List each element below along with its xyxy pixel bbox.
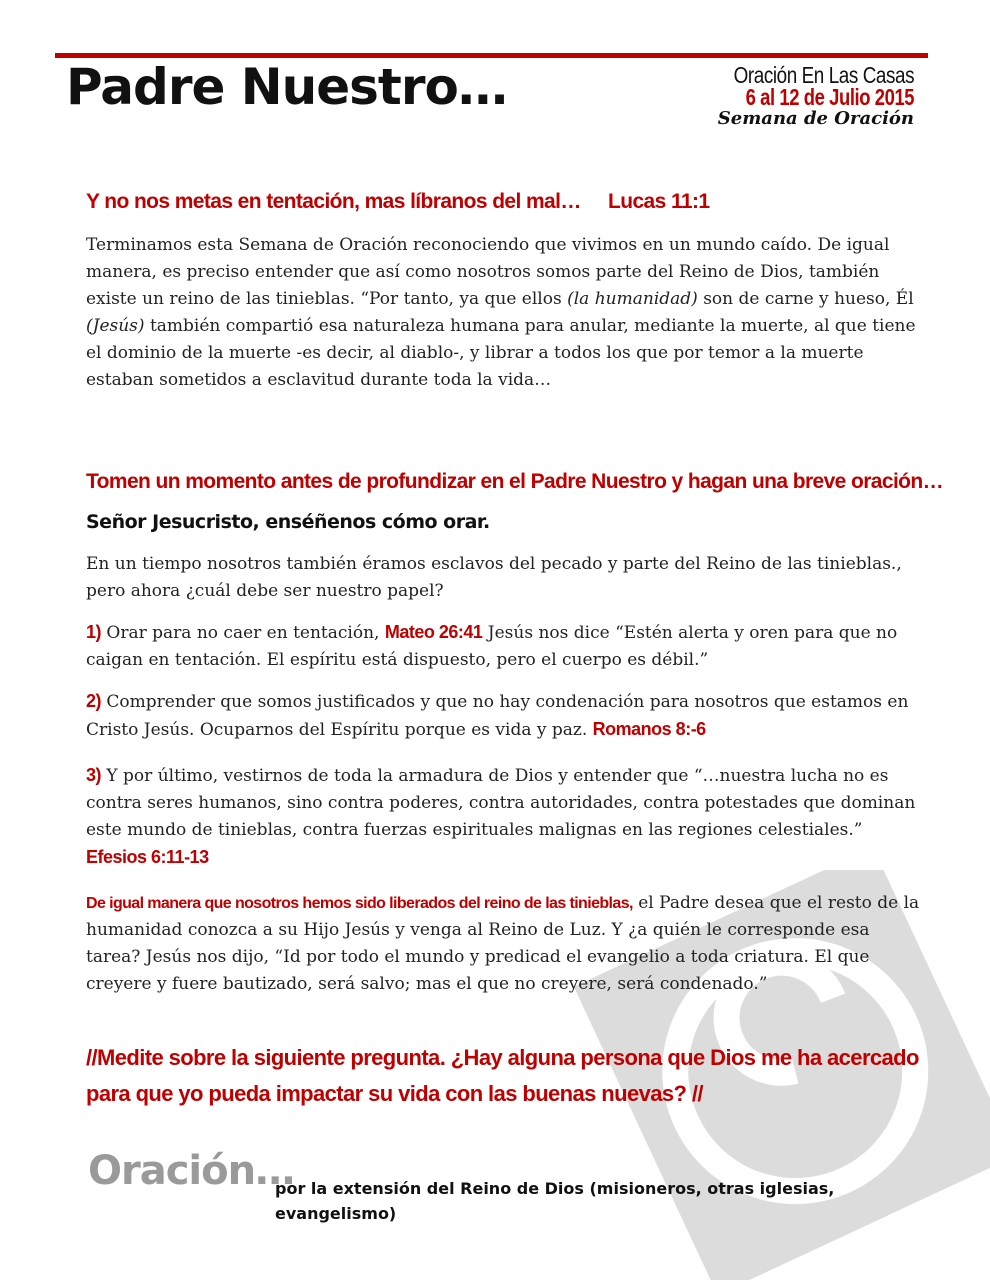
item-number: 1) [86,622,102,642]
text: el Padre desea que el resto de la humanidad conozca a su Hijo Jesús y venga al Reino de Luz. Y ¿a quién le corresponde esa tarea? Jesús nos dijo, “Id por todo el mundo y predicad el evangelio a toda criatura. El que creyere y fuere bautizado, será salvo; mas el que no creyere, será condenado.” [86,893,920,994]
emphasis: (la humanidad) [567,289,698,309]
scripture-reference: Efesios 6:11-13 [86,847,209,867]
text: Orar para no caer en tentación, [101,623,385,643]
text: son de carne y hueso, Él [697,289,914,309]
list-item [86,619,926,674]
section1-paragraph [86,232,926,394]
scripture-reference: Mateo 26:41 [384,622,483,642]
item-number: 2) [86,691,102,711]
heading-text: Y no nos metas en tentación, mas líbranos del mal… [86,190,581,213]
prayer-line: Señor Jesucristo, enséñenos cómo orar. [86,511,490,533]
footer-text: por la extensión del Reino de Dios (misioneros, otras iglesias, evangelismo) [275,1179,835,1223]
list-item [86,688,926,744]
intro-paragraph: En un tiempo nosotros también éramos esclavos del pecado y parte del Reino de las tinieblas., pero ahora ¿cuál debe ser nuestro papel? [86,554,902,601]
list-item [86,762,926,872]
highlight-text: De igual manera que nosotros hemos sido liberados del reino de las tinieblas, [86,895,633,912]
meditation-question: //Medite sobre la siguiente pregunta. ¿Hay alguna persona que Dios me ha acercado para que yo pueda impactar su vida con las buenas nuevas? // [86,1045,919,1106]
closing-paragraph [86,890,926,998]
scripture-reference: Lucas 11:1 [608,190,710,213]
header-tagline: Semana de Oración [717,108,914,129]
text: Comprender que somos justificados y que no hay condenación para nosotros que estamos en Cristo Jesús. Ocuparnos del Espíritu porque es vida y paz. [86,692,909,740]
text: Terminamos esta Semana de Oración reconociendo que vivimos en un mundo caído. De igual manera, es preciso entender que así como nosotros somos parte del Reino de Dios, también existe un reino de las tinieblas. “Por tanto, ya que ellos [86,235,890,309]
section1-heading [86,190,709,214]
section2-heading: Tomen un momento antes de profundizar en el Padre Nuestro y hagan una breve oración… [86,470,944,493]
item-number: 3) [86,765,102,785]
header-subtitle: Oración En Las Casas [733,62,914,88]
text: Y por último, vestirnos de toda la armadura de Dios y entender que “…nuestra lucha no es contra seres humanos, sino contra poderes, contra autoridades, contra potestades que dominan este mundo de tinieblas, contra fuerzas espirituales malignas en las regiones celestiales.” [86,766,916,840]
emphasis: (Jesús) [86,316,145,336]
page-title: Padre Nuestro… [66,58,507,116]
text: también compartió esa naturaleza humana para anular, mediante la muerte, al que tiene el dominio de la muerte -es decir, al diablo-, y librar a todos los que por temor a la muerte estaban sometidos a esclavitud durante toda la vida… [86,316,916,390]
scripture-reference: Romanos 8:-6 [592,719,706,739]
text: Jesús nos dice “Estén alerta y oren para que no caigan en tentación. El espíritu está dispuesto, pero el cuerpo es débil.” [86,623,898,670]
header-info [694,64,914,130]
header-dates: 6 al 12 de Julio 2015 [745,84,914,110]
footer-heading: Oración… [88,1148,295,1194]
